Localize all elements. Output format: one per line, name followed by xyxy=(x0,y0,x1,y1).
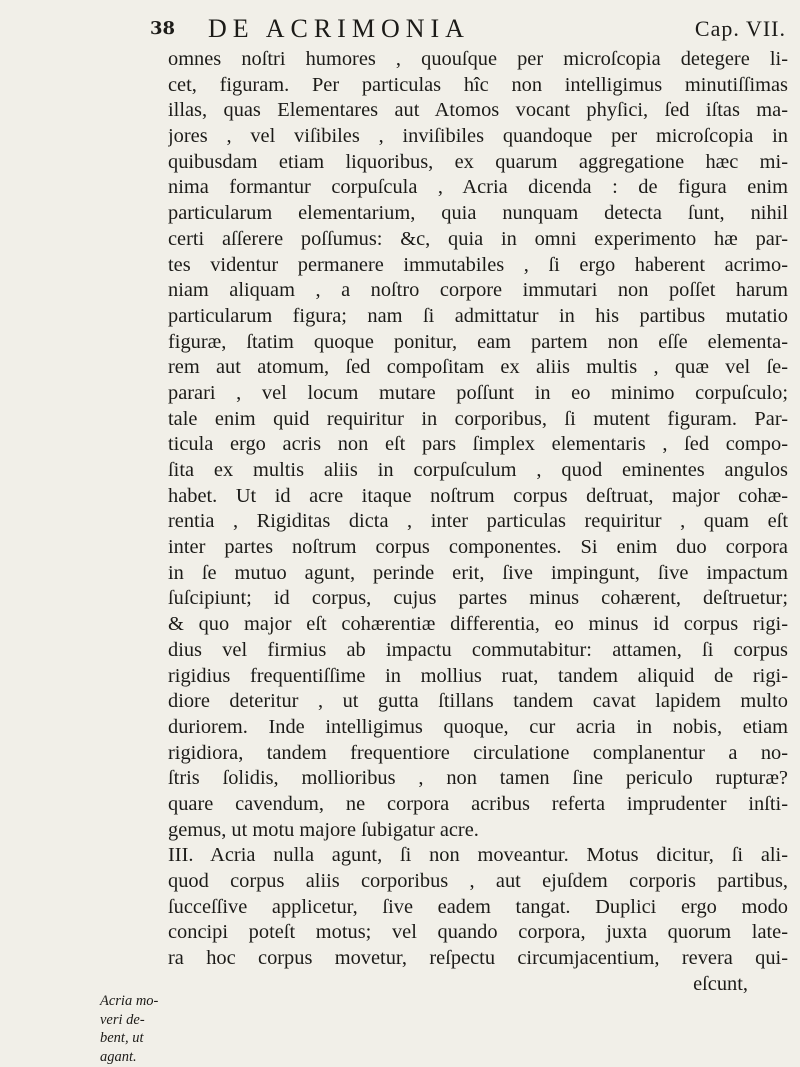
text-line: dius vel firmius ab impactu commutabitur: attamen, ſi corpus xyxy=(168,638,788,661)
text-line: ſita ex multis aliis in corpuſculum , quod eminentes angulos xyxy=(168,459,788,481)
text-line: ticula ergo acris non eſt pars ſimplex elementaris , ſed compo- xyxy=(168,433,788,456)
text-line: eſcunt, xyxy=(693,972,748,995)
text-line: duriorem. Inde intelligimus quoque, cur acria in nobis, etiam xyxy=(168,715,788,738)
running-title: DE ACRIMONIA xyxy=(208,14,470,43)
text-line: nima formantur corpuſcula , Acria dicenda : de figura enim xyxy=(168,176,788,199)
text-line: concipi poteſt motus; vel quando corpora, juxta quorum late- xyxy=(168,921,788,944)
page-header xyxy=(150,4,790,43)
text-line: tes videntur permanere immutabiles , ſi ergo haberent acrimo- xyxy=(168,253,788,276)
text-line: diore deteritur , ut gutta ſtillans tandem cavat lapidem multo xyxy=(168,690,788,713)
margin-note-line: agant. xyxy=(100,1048,137,1065)
text-line: III. Acria nulla agunt, ſi non moveantur. Motus dicitur, ſi ali- xyxy=(168,844,788,867)
text-line: parari , vel locum mutare poſſunt in eo minimo corpuſculo; xyxy=(168,381,788,404)
text-line: ſtris ſolidis, mollioribus , non tamen ſine periculo rupturæ? xyxy=(168,767,788,790)
chapter-label: Cap. VII. xyxy=(694,16,786,41)
text-line: jores , vel viſibiles , inviſibiles quandoque per microſcopia in xyxy=(168,125,788,148)
text-line: figuræ, ſtatim quoque ponitur, eam partem non eſſe elementa- xyxy=(168,330,788,353)
text-line: niam aliquam , a noſtro corpore immutari non poſſet harum xyxy=(168,279,788,302)
margin-note-line: Acria mo- xyxy=(100,993,159,1009)
text-line: omnes noſtri humores , quouſque per microſcopia detegere li- xyxy=(168,48,788,70)
text-line: gemus, ut motu majore ſubigatur acre. xyxy=(168,818,479,841)
text-line: rigidiora, tandem frequentiore circulatione complanentur a no- xyxy=(168,741,788,764)
text-line: certi aſſerere poſſumus: &c, quia in omni experimento hæ par- xyxy=(168,227,788,250)
page-number: 38 xyxy=(150,18,176,39)
body-text xyxy=(168,47,788,997)
text-line: ſuſcipiunt; id corpus, cujus partes minus cohærent, deſtruetur; xyxy=(168,587,788,610)
text-line: tale enim quid requiritur in corporibus, ſi mutent figuram. Par- xyxy=(168,407,788,430)
text-line: & quo major eſt cohærentiæ differentia, eo minus id corpus rigi- xyxy=(168,613,788,636)
text-line: particularum elementarium, quia nunquam detecta ſunt, nihil xyxy=(168,202,788,225)
text-line: rentia , Rigiditas dicta , inter particulas requiritur , quam eſt xyxy=(168,510,788,533)
text-line: quod corpus aliis corporibus , aut ejuſdem corporis partibus, xyxy=(168,870,788,892)
text-line: inter partes noſtrum corpus componentes. Si enim duo corpora xyxy=(168,536,788,559)
text-line: in ſe mutuo agunt, perinde erit, ſive impingunt, ſive impactum xyxy=(168,561,788,584)
text-line: habet. Ut id acre itaque noſtrum corpus deſtruat, major cohæ- xyxy=(168,484,788,507)
margin-note-line: bent, ut xyxy=(100,1030,144,1046)
text-line: ra hoc corpus movetur, reſpectu circumjacentium, revera qui- xyxy=(168,947,788,970)
text-line: cet, figuram. Per particulas hîc non intelligimus minutiſſimas xyxy=(168,73,788,96)
text-line: illas, quas Elementares aut Atomos vocant phyſici, ſed iſtas ma- xyxy=(168,99,788,122)
text-line: quibusdam etiam liquoribus, ex quarum aggregatione hæc mi- xyxy=(168,150,788,173)
text-line: rem aut atomum, ſed compoſitam ex aliis multis , quæ vel ſe- xyxy=(168,356,788,379)
margin-note-line: veri de- xyxy=(100,1011,145,1028)
text-line: ſucceſſive applicetur, ſive eadem tangat. Duplici ergo modo xyxy=(168,895,788,918)
text-line: rigidius frequentiſſime in mollius ruat, tandem aliquid de rigi- xyxy=(168,664,788,687)
margin-note xyxy=(100,992,170,1066)
text-line: particularum figura; nam ſi admittatur in his partibus mutatio xyxy=(168,304,788,327)
text-line: quare cavendum, ne corpora acribus referta imprudenter inſti- xyxy=(168,792,788,815)
